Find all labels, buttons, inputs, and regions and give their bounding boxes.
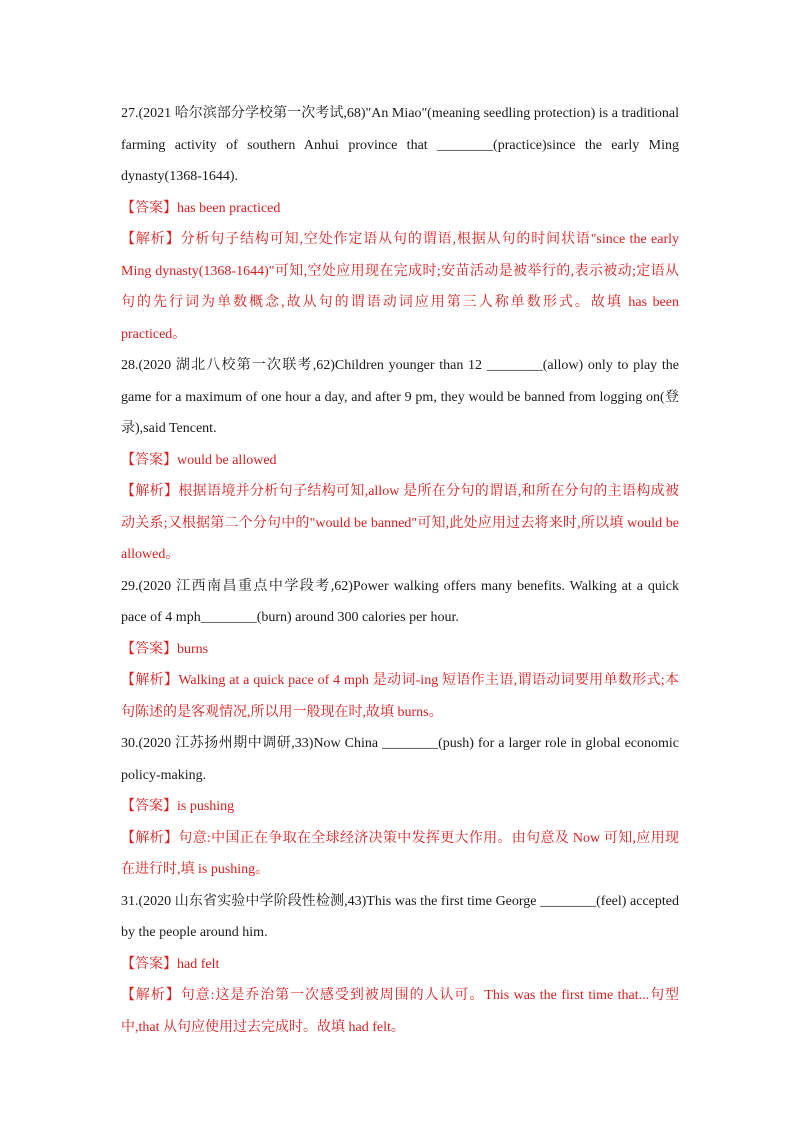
answer-text: has been practiced <box>177 200 281 216</box>
explanation-line <box>121 665 679 728</box>
explanation-text: 句意:中国正在争取在全球经济决策中发挥更大作用。由句意及 Now 可知,应用现在进行时,填 is pushing。 <box>121 830 680 877</box>
explanation-text: 分析句子结构可知,空处作定语从句的谓语,根据从句的时间状语"since the early Ming dynasty(1368-1644)"可知,空处应用现在完成时;安苗活动是被举行的,表示被动;定语从句的先行词为单数概念,故从句的谓语动词应用第三人称单数形式。故填 has been practiced。 <box>121 232 680 342</box>
explanation-text: 句意:这是乔治第一次感受到被周围的人认可。This was the first time that...句型中,that 从句应使用过去完成时。故填 had felt。 <box>121 988 679 1035</box>
answer-tag: 【答案】 <box>121 956 177 972</box>
explanation-line <box>121 980 679 1043</box>
answer-text: is pushing <box>177 799 235 814</box>
answer-text: would be allowed <box>177 452 277 468</box>
explanation-tag: 【解析】 <box>121 232 181 247</box>
explanation-tag: 【解析】 <box>121 673 179 688</box>
explanation-text: Walking at a quick pace of 4 mph 是动词-ing 短语作主语,谓语动词要用单数形式;本句陈述的是客观情况,所以用一般现在时,故填 burns。 <box>121 673 680 720</box>
document-content <box>121 98 679 1043</box>
question-text: 31.(2020 山东省实验中学阶段性检测,43)This was the first time George ________(feel) accepted by the people around him. <box>121 893 679 940</box>
explanation-line <box>121 476 679 571</box>
answer-line <box>121 193 679 225</box>
question-text: 30.(2020 江苏扬州期中调研,33)Now China ________(push) for a larger role in global economic policy-making. <box>121 736 679 783</box>
question-30 <box>121 728 679 886</box>
question-text: 28.(2020 湖北八校第一次联考,62)Children younger than 12 ________(allow) only to play the game for a maximum of one hour a day, and after 9 pm, they would be banned from logging on(登录),said Tencent. <box>121 358 679 436</box>
question-31 <box>121 886 679 1044</box>
answer-tag: 【答案】 <box>121 200 177 216</box>
answer-text: burns <box>177 641 209 657</box>
answer-tag: 【答案】 <box>121 452 177 468</box>
answer-tag: 【答案】 <box>121 799 177 814</box>
explanation-line <box>121 224 679 350</box>
explanation-tag: 【解析】 <box>121 830 179 846</box>
question-text: 27.(2021 哈尔滨部分学校第一次考试,68)"An Miao"(meaning seedling protection) is a traditional farming activity of southern Anhui province that ________(practice)since the early Ming dynasty(1368-1644). <box>121 106 679 184</box>
question-27 <box>121 98 679 350</box>
answer-line <box>121 949 679 981</box>
answer-line <box>121 445 679 477</box>
question-29 <box>121 571 679 729</box>
answer-line <box>121 634 679 666</box>
explanation-tag: 【解析】 <box>121 988 181 1003</box>
question-text: 29.(2020 江西南昌重点中学段考,62)Power walking offers many benefits. Walking at a quick pace of 4 mph________(burn) around 300 calories per hour. <box>121 578 679 625</box>
question-28 <box>121 350 679 571</box>
explanation-line <box>121 823 679 886</box>
answer-text: had felt <box>177 956 220 972</box>
answer-line <box>121 791 679 823</box>
explanation-text: 根据语境并分析句子结构可知,allow 是所在分句的谓语,和所在分句的主语构成被动关系;又根据第二个分句中的"would be banned"可知,此处应用过去将来时,所以填 would be allowed。 <box>121 484 679 562</box>
explanation-tag: 【解析】 <box>121 484 179 499</box>
answer-tag: 【答案】 <box>121 641 177 657</box>
